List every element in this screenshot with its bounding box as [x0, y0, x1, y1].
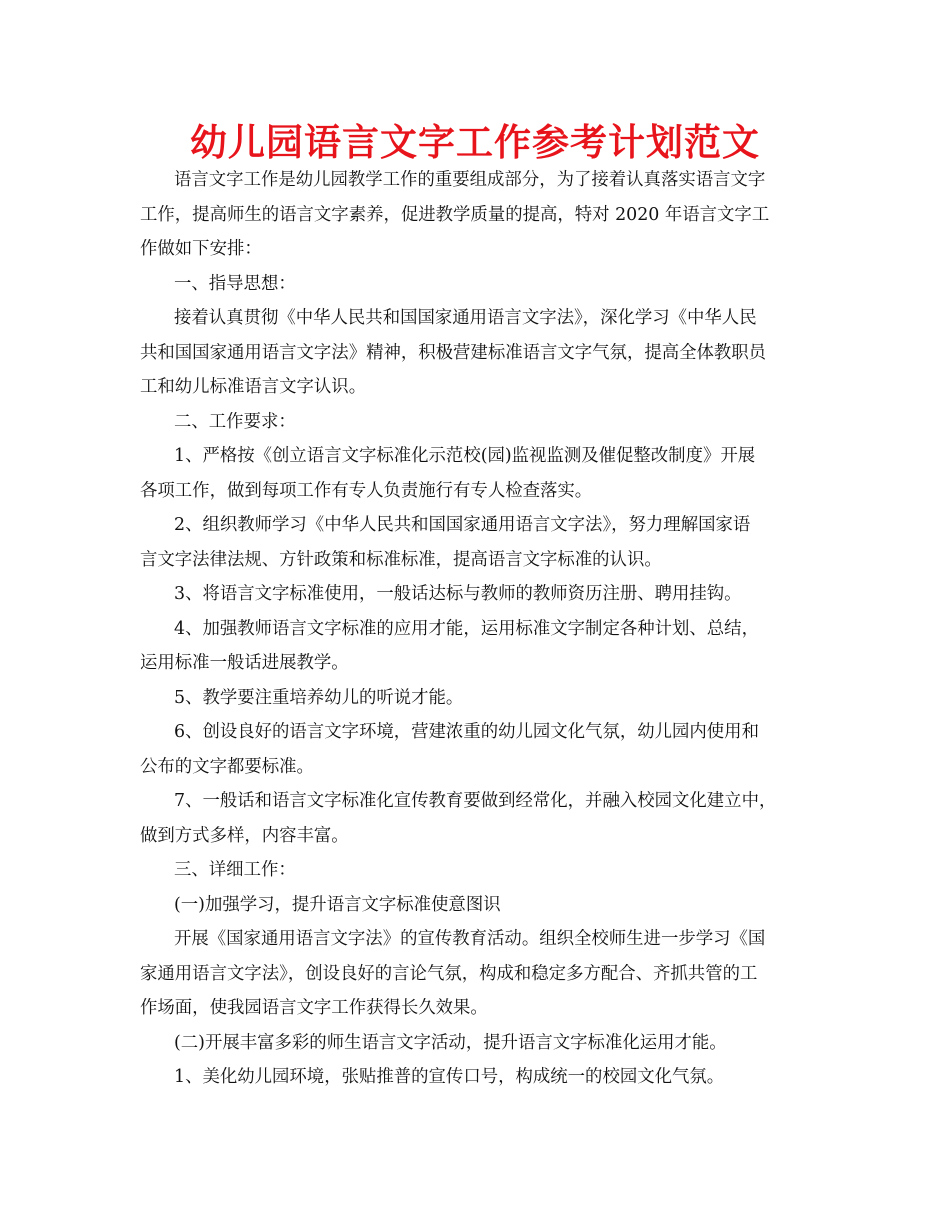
body-line: 2、组织教师学习《中华人民共和国国家通用语言文字法》，努力理解国家语	[174, 515, 751, 535]
body-line: 1、严格按《创立语言文字标准化示范校(园)监视监测及催促整改制度》开展	[174, 446, 756, 466]
body-line: 工和幼儿标准语言文字认识。	[140, 377, 367, 397]
body-line: 4、加强教师语言文字标准的应用才能，运用标准文字制定各种计划、总结，	[174, 618, 759, 639]
body-line: 5、教学要注重培养幼儿的听说才能。	[174, 687, 464, 708]
body-line: 语言文字工作是幼儿园教学工作的重要组成部分，为了接着认真落实语言文字	[174, 170, 766, 190]
body-line: 3、将语言文字标准使用，一般话达标与教师的教师资历注册、聘用挂钩。	[174, 584, 742, 604]
body-line: 三、详细工作：	[174, 860, 296, 880]
body-line: 1、美化幼儿园环境，张贴推普的宣传口号，构成统一的校园文化气氛。	[174, 1067, 725, 1087]
body-line: 6、创设良好的语言文字环境，营建浓重的幼儿园文化气氛，幼儿园内使用和	[174, 722, 759, 742]
body-line: 接着认真贯彻《中华人民共和国国家通用语言文字法》，深化学习《中华人民	[174, 308, 757, 328]
body-line: 7、一般话和语言文字标准化宣传教育要做到经常化，并融入校园文化建立中，	[174, 791, 777, 811]
body-line: 共和国国家通用语言文字法》精神，积极营建标准语言文字气氛，提高全体教职员	[140, 342, 767, 363]
body-line: 言文字法律法规、方针政策和标准标准，提高语言文字标准的认识。	[140, 549, 662, 570]
body-line: 二、工作要求：	[174, 411, 296, 432]
body-line: 作场面，使我园语言文字工作获得长久效果。	[140, 998, 488, 1018]
body-line: 运用标准一般话进展教学。	[140, 653, 349, 673]
body-line: (二)开展丰富多彩的师生语言文字活动，提升语言文字标准化运用才能。	[174, 1032, 727, 1053]
body-line: 一、指导思想：	[174, 273, 296, 294]
body-line: 公布的文字都要标准。	[140, 756, 314, 777]
body-line: (一)加强学习，提升语言文字标准使意图识	[174, 894, 501, 915]
body-line: 家通用语言文字法》，创设良好的言论气氛，构成和稳定多方配合、齐抓共管的工	[140, 963, 758, 984]
document-body	[140, 163, 820, 1095]
body-line: 作做如下安排：	[140, 239, 262, 259]
body-line: 做到方式多样，内容丰富。	[140, 825, 349, 846]
body-line: 各项工作，做到每项工作有专人负责施行有专人检查落实。	[140, 480, 593, 501]
body-line: 开展《国家通用语言文字法》的宣传教育活动。组织全校师生进一步学习《国	[174, 929, 766, 949]
body-line: 工作，提高师生的语言文字素养，促进教学质量的提高，特对 2020 年语言文字工	[140, 204, 770, 225]
document-title: 幼儿园语言文字工作参考计划范文	[190, 121, 760, 164]
